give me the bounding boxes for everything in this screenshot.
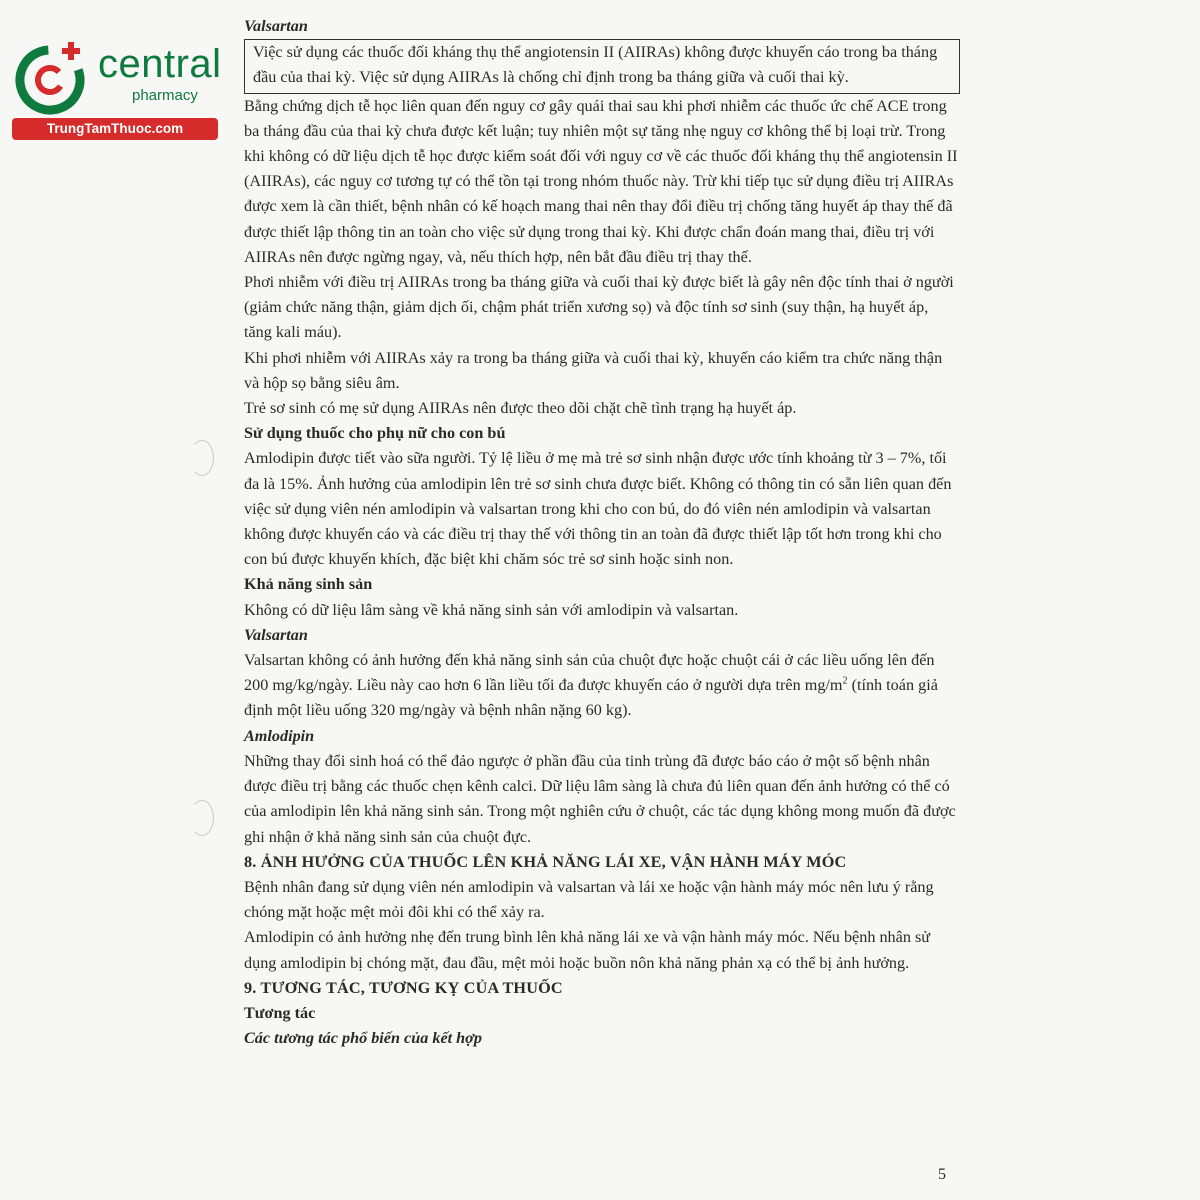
heading-amlodipin: Amlodipin	[244, 726, 315, 745]
paragraph: Trẻ sơ sinh có mẹ sử dụng AIIRAs nên được theo dõi chặt chẽ tình trạng hạ huyết áp.	[244, 399, 797, 418]
heading-common-interactions: Các tương tác phổ biến của kết hợp	[244, 1029, 482, 1048]
paragraph: Amlodipin được tiết vào sữa người. Tỷ lệ liều ở mẹ mà trẻ sơ sinh nhận được ước tính khoảng từ 3 – 7%, tối đa là 15%. Ảnh hưởng của amlodipin lên trẻ sơ sinh chưa được biết. Không có thông tin có sẵn liên quan đến việc sử dụng viên nén amlodipin và valsartan trong khi cho con bú, do đó viên nén amlodipin và valsartan không được khuyến cáo và các điều trị thay thế với thông tin an toàn đã được thiết lập tốt hơn trong khi cho con bú được khuyến khích, đặc biệt khi chăm sóc trẻ sơ sinh hoặc sinh non.	[244, 449, 952, 569]
boxed-warning: Việc sử dụng các thuốc đối kháng thụ thể angiotensin II (AIIRAs) không được khuyến cáo trong ba tháng đầu của thai kỳ. Việc sử dụng AIIRAs là chống chỉ định trong ba tháng giữa và cuối thai kỳ.	[244, 39, 960, 93]
paragraph: Phơi nhiễm với điều trị AIIRAs trong ba tháng giữa và cuối thai kỳ được biết là gây nên độc tính thai ở người (giảm chức năng thận, giảm dịch ối, chậm phát triển xương sọ) và độc tính sơ sinh (suy thận, hạ huyết áp, tăng kali máu).	[244, 273, 954, 342]
logo-subtitle: pharmacy	[132, 87, 198, 104]
paragraph	[244, 648, 960, 724]
paragraph: Bệnh nhân đang sử dụng viên nén amlodipin và valsartan và lái xe hoặc vận hành máy móc nên lưu ý rằng chóng mặt hoặc mệt mỏi đôi khi có thể xảy ra.	[244, 877, 934, 922]
heading-valsartan: Valsartan	[244, 17, 308, 35]
central-pharmacy-logo	[10, 38, 222, 138]
document-body	[244, 14, 960, 1051]
section-heading-9: 9. TƯƠNG TÁC, TƯƠNG KỴ CỦA THUỐC	[244, 978, 563, 997]
paragraph: Khi phơi nhiễm với AIIRAs xảy ra trong ba tháng giữa và cuối thai kỳ, khuyến cáo kiểm tra chức năng thận và hộp sọ bằng siêu âm.	[244, 348, 943, 392]
section-heading-8: 8. ẢNH HƯỞNG CỦA THUỐC LÊN KHẢ NĂNG LÁI XE, VẬN HÀNH MÁY MÓC	[244, 852, 847, 871]
paragraph-text: (tính toán giả định một liều uống 320 mg/ngày và bệnh nhân nặng 60 kg).	[244, 676, 938, 720]
heading-interactions: Tương tác	[244, 1003, 316, 1022]
punch-hole-mark	[190, 800, 214, 836]
logo-banner: TrungTamThuoc.com	[12, 118, 218, 140]
paragraph: Bằng chứng dịch tễ học liên quan đến nguy cơ gây quái thai sau khi phơi nhiễm các thuốc ức chế ACE trong ba tháng đầu của thai kỳ chưa được kết luận; tuy nhiên một sự tăng nhẹ nguy cơ không thể bị loại trừ. Trong khi không có dữ liệu dịch tễ học được kiểm soát đối với nguy cơ về các thuốc đối kháng thụ thể angiotensin II (AIIRAs), các nguy cơ tương tự có thể tồn tại trong nhóm thuốc này. Trừ khi tiếp tục sử dụng điều trị AIIRAs được xem là cần thiết, bệnh nhân có kế hoạch mang thai nên thay đổi điều trị chống tăng huyết áp thay thế đã được thiết lập thông tin an toàn cho việc sử dụng trong thai kỳ. Khi được chẩn đoán mang thai, điều trị với AIIRAs nên được ngừng ngay, và, nếu thích hợp, nên bắt đầu điều trị thay thế.	[244, 96, 958, 266]
paragraph: Không có dữ liệu lâm sàng về khả năng sinh sản với amlodipin và valsartan.	[244, 600, 739, 619]
paragraph: Amlodipin có ảnh hưởng nhẹ đến trung bình lên khả năng lái xe và vận hành máy móc. Nếu bệnh nhân sử dụng amlodipin bị chóng mặt, đau đầu, mệt mỏi hoặc buồn nôn khả năng phản xạ có thể bị ảnh hưởng.	[244, 928, 931, 972]
logo-name: central	[98, 42, 222, 86]
heading-valsartan: Valsartan	[244, 625, 308, 644]
heading-breastfeeding: Sử dụng thuốc cho phụ nữ cho con bú	[244, 424, 506, 443]
pharmacy-logo-icon	[10, 38, 92, 120]
heading-fertility: Khả năng sinh sản	[244, 575, 373, 594]
punch-hole-mark	[190, 440, 214, 476]
page-number: 5	[938, 1166, 946, 1183]
superscript: 2	[842, 675, 848, 687]
paragraph-text: Valsartan không có ảnh hưởng đến khả năng sinh sản của chuột đực hoặc chuột cái ở các liều uống lên đến 200 mg/kg/ngày. Liều này cao hơn 6 lần liều tối đa được khuyến cáo ở người dựa trên mg/m	[244, 651, 935, 695]
paragraph: Những thay đổi sinh hoá có thể đảo ngược ở phần đầu của tinh trùng đã được báo cáo ở một số bệnh nhân được điều trị bằng các thuốc chẹn kênh calci. Dữ liệu lâm sàng là chưa đủ liên quan đến ảnh hưởng có thể có của amlodipin lên khả năng sinh sản. Trong một nghiên cứu ở chuột, các tác dụng không mong muốn đã được ghi nhận ở khả năng sinh sản của chuột đực.	[244, 751, 956, 846]
